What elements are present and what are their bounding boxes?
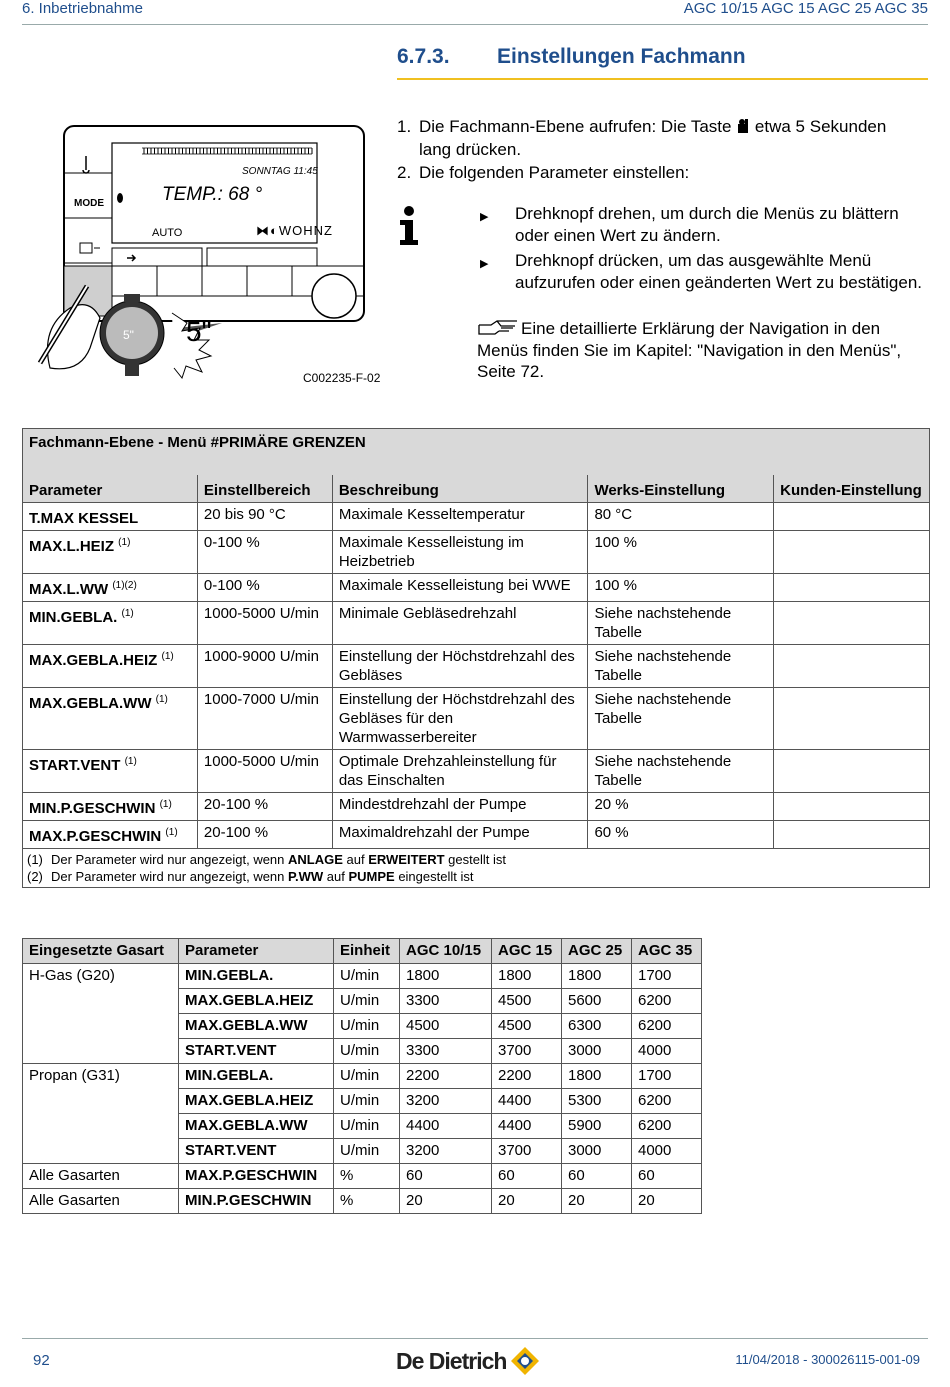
table-title: Fachmann-Ebene - Menü #PRIMÄRE GRENZEN [23,429,930,476]
gas-type-cell: Propan (G31) [23,1064,179,1164]
column-header: Kunden-Einstellung [774,475,930,503]
value-cell: 4400 [400,1114,492,1139]
param-name: MIN.P.GESCHWIN $^{(1)}$ [23,793,198,821]
param-customer [774,602,930,645]
param-name: START.VENT $^{(1)}$ [23,750,198,793]
footnote: (1) Der Parameter wird nur angezeigt, wenn ANLAGE auf ERWEITERT gestellt ist [27,852,506,867]
value-cell: 4000 [632,1039,702,1064]
value-cell: 1700 [632,964,702,989]
steps-list [397,115,917,184]
column-header: Einheit [334,939,400,964]
param-range: 1000-7000 U/min [197,688,332,750]
value-cell: 4500 [400,1014,492,1039]
footer-divider [22,1338,928,1339]
value-cell: 2200 [492,1064,562,1089]
value-cell: 6200 [632,1089,702,1114]
bullet-item: ▶ Drehknopf drücken, um das ausgewählte Menü aufzurufen oder einen geänderten Wert zu bestätigen. [480,251,923,292]
gas-type-cell: Alle Gasarten [23,1164,179,1189]
table-row [23,793,930,821]
table-row [23,1164,702,1189]
footnotes-row [23,849,930,888]
value-cell: 4500 [492,1014,562,1039]
chapter-header: 6. Inbetriebnahme [22,0,143,17]
param-desc: Mindestdrehzahl der Pumpe [332,793,588,821]
param-cell: START.VENT [179,1139,334,1164]
section-underline [397,78,928,80]
param-range: 1000-5000 U/min [197,602,332,645]
column-header: AGC 10/15 [400,939,492,964]
timer-label: 5" [186,316,212,347]
param-factory: 60 % [588,821,774,849]
arrow-bullet-icon: ▶ [480,258,489,270]
control-panel-figure [22,118,372,393]
param-customer [774,750,930,793]
param-name: MAX.L.HEIZ $^{(1)}$ [23,531,198,574]
table-row [23,531,930,574]
value-cell: 60 [632,1164,702,1189]
unit-cell: U/min [334,1089,400,1114]
param-name: MAX.P.GESCHWIN $^{(1)}$ [23,821,198,849]
table-row [23,964,702,989]
param-factory: Siehe nachstehende Tabelle [588,602,774,645]
param-range: 20 bis 90 °C [197,503,332,531]
param-factory: Siehe nachstehende Tabelle [588,645,774,688]
value-cell: 4400 [492,1114,562,1139]
unit-cell: U/min [334,1114,400,1139]
value-cell: 20 [400,1189,492,1214]
arrow-bullet-icon: ▶ [480,211,489,223]
param-customer [774,574,930,602]
param-name: MAX.GEBLA.HEIZ $^{(1)}$ [23,645,198,688]
param-factory: 20 % [588,793,774,821]
unit-cell: U/min [334,1014,400,1039]
param-desc: Einstellung der Höchstdrehzahl des Gebläses [332,645,588,688]
param-customer [774,645,930,688]
column-header: Eingesetzte Gasart [23,939,179,964]
value-cell: 3000 [562,1039,632,1064]
step-number: 1. [397,117,412,136]
value-cell: 1800 [562,1064,632,1089]
param-desc: Einstellung der Höchstdrehzahl des Gebläses für den Warmwasserbereiter [332,688,588,750]
param-factory: 100 % [588,574,774,602]
unit-cell: U/min [334,1064,400,1089]
param-desc: Optimale Drehzahleinstellung für das Einschalten [332,750,588,793]
value-cell: 5600 [562,989,632,1014]
table-row [23,645,930,688]
value-cell: 1800 [492,964,562,989]
value-cell: 60 [562,1164,632,1189]
param-name: MIN.GEBLA. $^{(1)}$ [23,602,198,645]
parameters-table [22,428,930,888]
models-header: AGC 10/15 AGC 15 AGC 25 AGC 35 [683,0,928,17]
value-cell: 60 [492,1164,562,1189]
value-cell: 5900 [562,1114,632,1139]
param-cell: MIN.GEBLA. [179,964,334,989]
param-factory: Siehe nachstehende Tabelle [588,750,774,793]
param-cell: MAX.P.GESCHWIN [179,1164,334,1189]
value-cell: 3000 [562,1139,632,1164]
page-number: 92 [33,1352,50,1369]
step-2 [397,161,917,184]
value-cell: 3300 [400,1039,492,1064]
param-name: T.MAX KESSEL [23,503,198,531]
param-cell: MAX.GEBLA.WW [179,1114,334,1139]
column-header: Beschreibung [332,475,588,503]
param-desc: Maximale Kesselleistung im Heizbetrieb [332,531,588,574]
param-range: 20-100 % [197,821,332,849]
value-cell: 2200 [400,1064,492,1089]
unit-cell: U/min [334,964,400,989]
table-row [23,750,930,793]
param-desc: Maximaldrehzahl der Pumpe [332,821,588,849]
table-row [23,1189,702,1214]
param-desc: Minimale Gebläsedrehzahl [332,602,588,645]
gas-type-cell: Alle Gasarten [23,1189,179,1214]
value-cell: 6300 [562,1014,632,1039]
footnotes [23,849,930,888]
param-name: MAX.L.WW $^{(1)(2)}$ [23,574,198,602]
column-header: Einstellbereich [197,475,332,503]
info-icon [398,205,420,250]
param-cell: MAX.GEBLA.HEIZ [179,1089,334,1114]
display-zone: ⧓◐WOHNZ [256,223,333,238]
value-cell: 1700 [632,1064,702,1089]
mode-button-label: MODE [74,198,104,209]
step-text: Die folgenden Parameter einstellen: [419,163,690,182]
brand-logo [396,1345,541,1377]
value-cell: 3200 [400,1089,492,1114]
value-cell: 4500 [492,989,562,1014]
param-range: 1000-9000 U/min [197,645,332,688]
gas-type-table [22,938,702,1214]
param-customer [774,688,930,750]
step-1 [397,115,917,161]
param-customer [774,821,930,849]
table-row [23,574,930,602]
value-cell: 6200 [632,1114,702,1139]
param-customer [774,793,930,821]
table-header-row [23,939,702,964]
value-cell: 6200 [632,989,702,1014]
param-range: 20-100 % [197,793,332,821]
table-row [23,821,930,849]
param-factory: 100 % [588,531,774,574]
unit-cell: U/min [334,989,400,1014]
param-cell: MAX.GEBLA.HEIZ [179,989,334,1014]
value-cell: 4400 [492,1089,562,1114]
unit-cell: % [334,1164,400,1189]
param-cell: MAX.GEBLA.WW [179,1014,334,1039]
display-day-time: SONNTAG 11:45 [242,166,318,177]
section-heading [397,45,746,69]
value-cell: 3300 [400,989,492,1014]
display-mode: AUTO [152,227,183,239]
footnote: (2) Der Parameter wird nur angezeigt, wenn P.WW auf PUMPE eingestellt ist [27,869,474,884]
column-header: AGC 15 [492,939,562,964]
bullet-item: ▶ Drehknopf drehen, um durch die Menüs zu blättern oder einen Wert zu ändern. [480,204,899,245]
value-cell: 3700 [492,1039,562,1064]
value-cell: 20 [632,1189,702,1214]
timer-small-label: 5" [123,328,134,342]
header-divider [22,24,928,25]
table-row [23,1064,702,1089]
unit-cell: U/min [334,1139,400,1164]
value-cell: 20 [492,1189,562,1214]
section-number: 6.7.3. [397,45,450,68]
step-text: Die Fachmann-Ebene aufrufen: Die Taste etwa 5 Sekunden lang drücken. [419,117,887,159]
table-header-row [23,475,930,503]
reference-note: Eine detaillierte Erklärung der Navigation in den Menüs finden Sie im Kapitel: "Navigation in den Menüs", Seite 72. [477,319,902,381]
brand-diamond-icon [509,1345,541,1377]
param-desc: Maximale Kesseltemperatur [332,503,588,531]
value-cell: 20 [562,1189,632,1214]
display-temp: TEMP.: 68 ° [162,184,263,205]
param-cell: START.VENT [179,1039,334,1064]
value-cell: 3700 [492,1139,562,1164]
value-cell: 5300 [562,1089,632,1114]
column-header: AGC 25 [562,939,632,964]
service-key-icon [736,117,750,133]
param-range: 1000-5000 U/min [197,750,332,793]
param-factory: Siehe nachstehende Tabelle [588,688,774,750]
value-cell: 6200 [632,1014,702,1039]
param-range: 0-100 % [197,574,332,602]
document-reference: 11/04/2018 - 300026115-001-09 [735,1352,920,1367]
unit-cell: % [334,1189,400,1214]
table-title-row [23,429,930,476]
value-cell: 1800 [400,964,492,989]
pointing-hand-icon [477,319,521,337]
column-header: Werks-Einstellung [588,475,774,503]
param-customer [774,503,930,531]
step-number: 2. [397,163,412,182]
param-range: 0-100 % [197,531,332,574]
gas-type-cell: H-Gas (G20) [23,964,179,1064]
section-title: Einstellungen Fachmann [497,45,746,68]
table-row [23,602,930,645]
param-cell: MIN.P.GESCHWIN [179,1189,334,1214]
instruction-bullets [480,203,930,297]
value-cell: 1800 [562,964,632,989]
param-customer [774,531,930,574]
brand-name: De Dietrich [396,1347,507,1374]
value-cell: 3200 [400,1139,492,1164]
column-header: AGC 35 [632,939,702,964]
figure-caption: C002235-F-02 [303,371,381,385]
unit-cell: U/min [334,1039,400,1064]
value-cell: 4000 [632,1139,702,1164]
param-desc: Maximale Kesselleistung bei WWE [332,574,588,602]
value-cell: 60 [400,1164,492,1189]
table-row [23,503,930,531]
column-header: Parameter [179,939,334,964]
param-factory: 80 °C [588,503,774,531]
param-name: MAX.GEBLA.WW $^{(1)}$ [23,688,198,750]
table-row [23,688,930,750]
column-header: Parameter [23,475,198,503]
param-cell: MIN.GEBLA. [179,1064,334,1089]
